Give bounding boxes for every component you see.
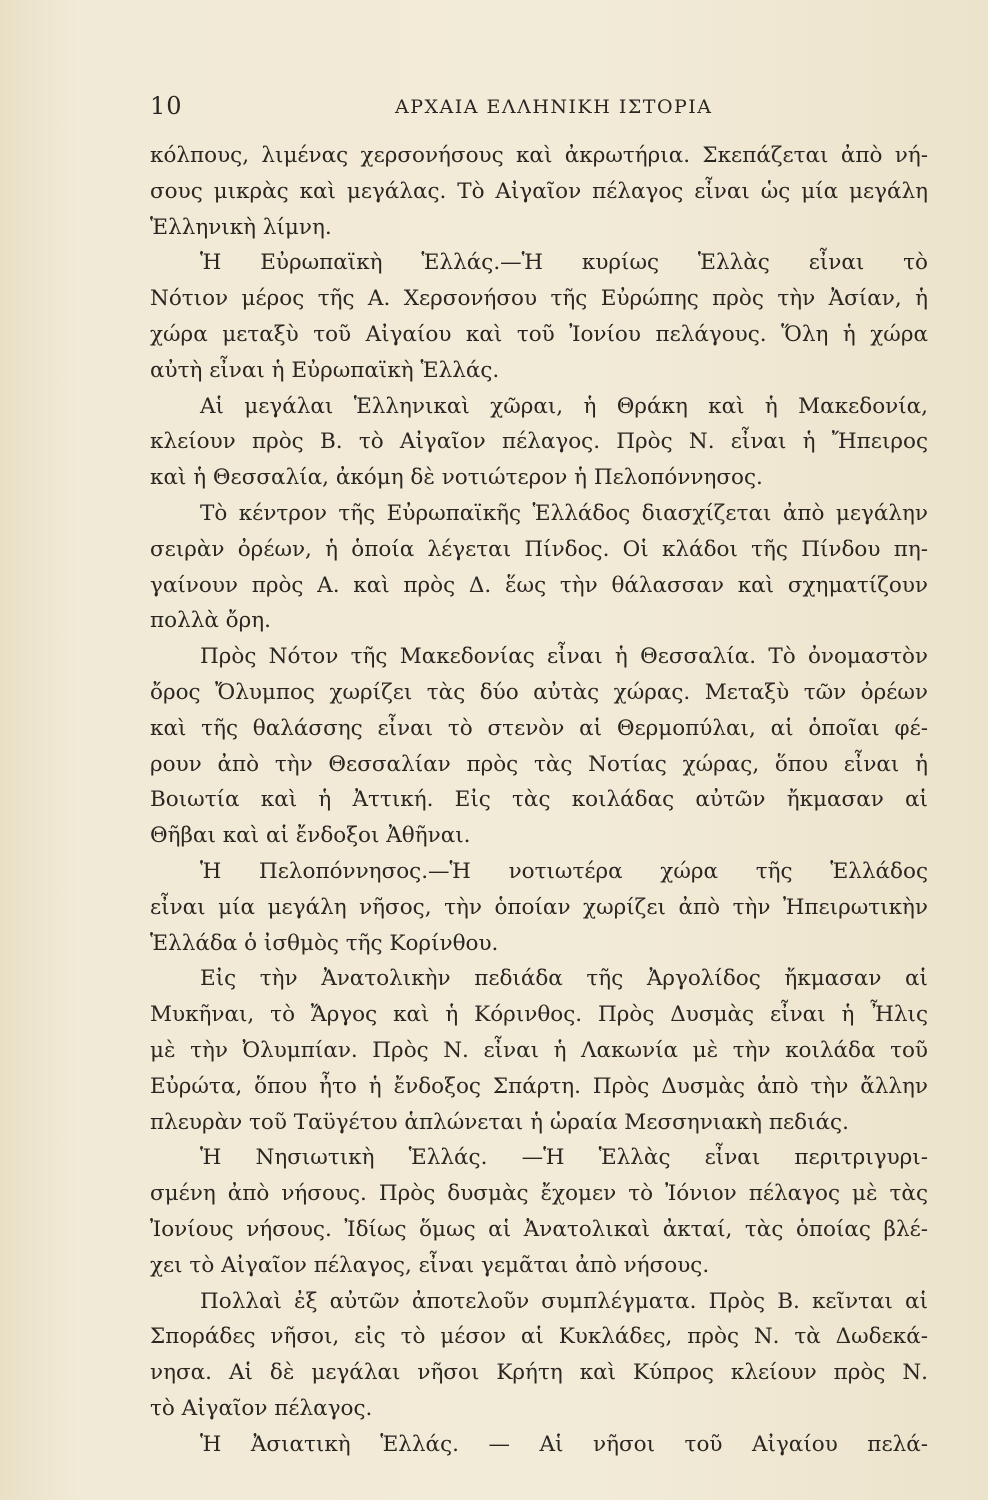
text-line: Εὐρώτα, ὅπου ἦτο ἡ ἔνδοξος Σπάρτη. Πρὸς Δυσμὰς ἀπὸ τὴν ἄλλην <box>150 1073 928 1099</box>
text-line: τὸ Αἰγαῖον πέλαγος. <box>150 1395 373 1421</box>
text-line: πλευρὰν τοῦ Ταϋγέτου ἁπλώνεται ἡ ὡραία Μεσσηνιακὴ πεδιάς. <box>150 1109 849 1135</box>
text-line: Ἑλληνικὴ λίμνη. <box>150 214 332 240</box>
running-title: ΑΡΧΑΙΑ ΕΛΛΗΝΙΚΗ ΙΣΤΟΡΙΑ <box>395 96 713 118</box>
text-line: Πρὸς Νότον τῆς Μακεδονίας εἶναι ἡ Θεσσαλία. Τὸ ὀνομαστὸν <box>200 644 928 670</box>
page-header <box>150 92 920 132</box>
text-line: μὲ τὴν Ὀλυμπίαν. Πρὸς Ν. εἶναι ἡ Λακωνία μὲ τὴν κοιλάδα τοῦ <box>150 1037 928 1063</box>
text-line: νησα. Αἱ δὲ μεγάλαι νῆσοι Κρήτη καὶ Κύπρος κλείουν πρὸς Ν. <box>150 1360 928 1386</box>
text-line: πολλὰ ὄρη. <box>150 608 271 634</box>
body-text <box>150 138 928 1462</box>
text-line: Ἰονίους νήσους. Ἰδίως ὅμως αἱ Ἀνατολικαὶ ἀκταί, τὰς ὁποίας βλέ- <box>150 1216 928 1242</box>
section-heading-line: Ἡ Νησιωτικὴ Ἑλλάς. —Ἡ Ἑλλὰς εἶναι περιτριγυρι- <box>200 1145 928 1171</box>
text-line: καὶ ἡ Θεσσαλία, ἀκόμη δὲ νοτιώτερον ἡ Πελοπόννησος. <box>150 465 763 491</box>
page-number: 10 <box>150 92 183 120</box>
text-line: Πολλαὶ ἐξ αὐτῶν ἀποτελοῦν συμπλέγματα. Πρὸς Β. κεῖνται αἱ <box>200 1288 928 1314</box>
section-heading-line: Ἡ Εὐρωπαϊκὴ Ἑλλάς.—Ἡ κυρίως Ἑλλὰς εἶναι τὸ <box>200 250 928 276</box>
text-line: ρουν ἀπὸ τὴν Θεσσαλίαν πρὸς τὰς Νοτίας χώρας, ὅπου εἶναι ἡ <box>150 751 928 777</box>
text-line: Σποράδες νῆσοι, εἰς τὸ μέσον αἱ Κυκλάδες, πρὸς Ν. τὰ Δωδεκά- <box>150 1324 928 1350</box>
text-line: σειρὰν ὀρέων, ἡ ὁποία λέγεται Πίνδος. Οἱ κλάδοι τῆς Πίνδου πη- <box>150 536 928 562</box>
text-line: Βοιωτία καὶ ἡ Ἀττική. Εἰς τὰς κοιλάδας αὐτῶν ἤκμασαν αἱ <box>150 787 928 813</box>
text-line: Θῆβαι καὶ αἱ ἔνδοξοι Ἀθῆναι. <box>150 823 471 849</box>
text-line: Νότιον μέρος τῆς Α. Χερσονήσου τῆς Εὐρώπης πρὸς τὴν Ἀσίαν, ἡ <box>150 286 928 312</box>
text-line: γαίνουν πρὸς Α. καὶ πρὸς Δ. ἕως τὴν θάλασσαν καὶ σχηματίζουν <box>150 572 928 598</box>
text-line: Τὸ κέντρον τῆς Εὐρωπαϊκῆς Ἑλλάδος διασχίζεται ἀπὸ μεγάλην <box>200 500 928 526</box>
text-line: σμένη ἀπὸ νήσους. Πρὸς δυσμὰς ἔχομεν τὸ Ἰόνιον πέλαγος μὲ τὰς <box>150 1181 928 1207</box>
text-line: Ἑλλάδα ὁ ἰσθμὸς τῆς Κορίνθου. <box>150 930 499 956</box>
text-line: χει τὸ Αἰγαῖον πέλαγος, εἶναι γεμᾶται ἀπὸ νήσους. <box>150 1252 710 1278</box>
text-line: αὐτὴ εἶναι ἡ Εὐρωπαϊκὴ Ἑλλάς. <box>150 357 500 383</box>
text-line: κόλπους, λιμένας χερσονήσους καὶ ἀκρωτήρια. Σκεπάζεται ἀπὸ νή- <box>150 143 928 168</box>
text-line: κλείουν πρὸς Β. τὸ Αἰγαῖον πέλαγος. Πρὸς Ν. εἶναι ἡ Ἤπειρος <box>150 429 928 455</box>
text-line: καὶ τῆς θαλάσσης εἶναι τὸ στενὸν αἱ Θερμοπύλαι, αἱ ὁποῖαι φέ- <box>150 715 928 741</box>
text-line: Αἱ μεγάλαι Ἑλληνικαὶ χῶραι, ἡ Θράκη καὶ ἡ Μακεδονία, <box>200 393 928 419</box>
text-line: σους μικρὰς καὶ μεγάλας. Τὸ Αἰγαῖον πέλαγος εἶναι ὡς μία μεγάλη <box>150 178 928 204</box>
section-heading-line: Ἡ Πελοπόννησος.—Ἡ νοτιωτέρα χώρα τῆς Ἑλλάδος <box>200 858 928 884</box>
text-line: Εἰς τὴν Ἀνατολικὴν πεδιάδα τῆς Ἀργολίδος ἤκμασαν αἱ <box>200 966 928 992</box>
text-line: Μυκῆναι, τὸ Ἄργος καὶ ἡ Κόρινθος. Πρὸς Δυσμὰς εἶναι ἡ Ἦλις <box>150 1002 928 1028</box>
text-line: χώρα μεταξὺ τοῦ Αἰγαίου καὶ τοῦ Ἰονίου πελάγους. Ὅλη ἡ χώρα <box>150 321 928 347</box>
section-heading-line: Ἡ Ἀσιατικὴ Ἑλλάς. — Αἱ νῆσοι τοῦ Αἰγαίου πελά- <box>200 1431 928 1457</box>
text-line: εἶναι μία μεγάλη νῆσος, τὴν ὁποίαν χωρίζει ἀπὸ τὴν Ἠπειρωτικὴν <box>150 894 928 920</box>
text-line: ὄρος Ὄλυμπος χωρίζει τὰς δύο αὐτὰς χώρας. Μεταξὺ τῶν ὀρέων <box>150 679 928 705</box>
